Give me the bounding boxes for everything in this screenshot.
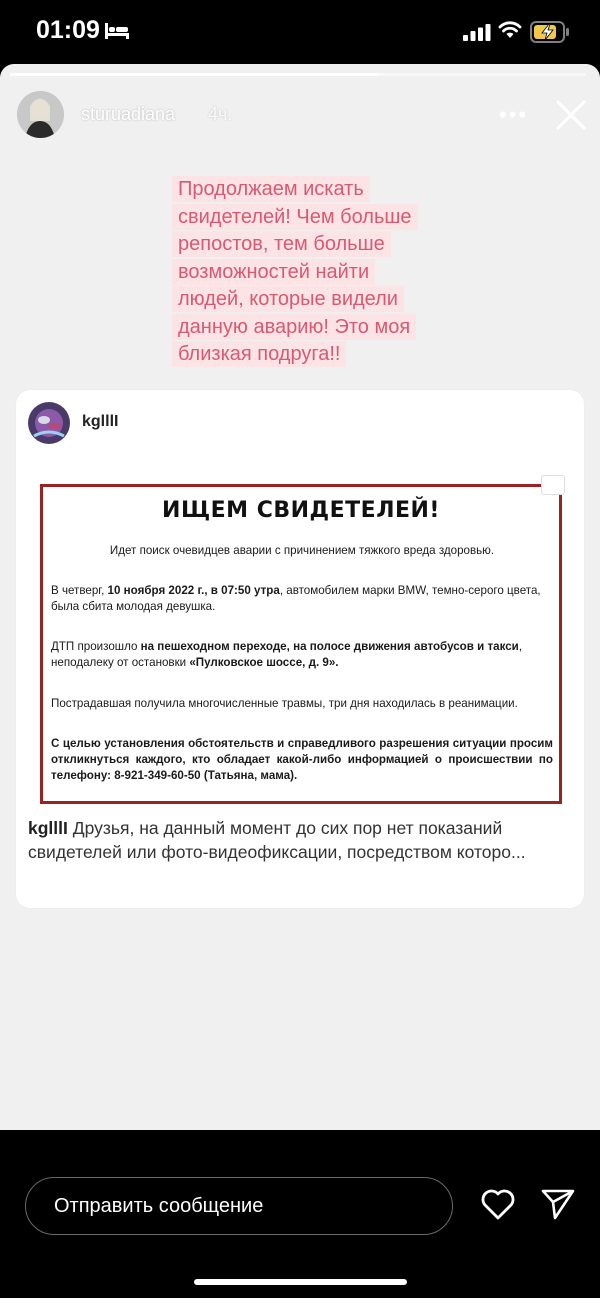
post-author-avatar[interactable] xyxy=(28,402,70,444)
story-author-username[interactable]: sturuadiana xyxy=(81,104,176,124)
reply-bar xyxy=(0,1130,600,1298)
signal-icon xyxy=(463,24,491,41)
status-bar xyxy=(0,0,600,62)
notice-paragraph-injuries: Пострадавшая получила многочисленные травмы, три дня находилась в реанимации. xyxy=(51,697,518,710)
notice-paragraph-location: ДТП произошло на пешеходном переходе, на полосе движения автобусов и такси, неподалеку от остановки «Пулковское шоссе, д. 9». xyxy=(51,640,523,669)
story-progress-bar xyxy=(10,73,586,76)
story-caption-line: репостов, тем больше xyxy=(172,231,391,257)
wanted-witnesses-notice xyxy=(40,484,562,804)
heart-icon[interactable] xyxy=(480,1188,516,1220)
story-author-avatar[interactable] xyxy=(17,91,64,138)
post-author-username[interactable]: kglllI xyxy=(82,413,119,430)
battery-charging-icon xyxy=(530,21,570,43)
story-caption xyxy=(172,176,436,369)
story-caption-line: возможностей найти xyxy=(172,259,375,285)
story-time-ago: 4ч. xyxy=(208,104,233,124)
notice-paragraph-date: В четверг, 10 ноября 2022 г., в 07:50 утра, автомобилем марки BMW, темно-серого цвета, была сбита молодая девушка. xyxy=(51,584,541,613)
notice-title: ИЩЕМ СВИДЕТЕЛЕЙ! xyxy=(162,498,440,523)
post-caption-text-2: свидетелей или фото-видеофиксации, посредством которо... xyxy=(28,842,526,862)
story-caption-line: людей, которые видели xyxy=(172,286,404,312)
story-progress-fill xyxy=(10,73,379,76)
shared-post-card[interactable] xyxy=(16,390,584,908)
post-caption-text: Друзья, на данный момент до сих пор нет показаний xyxy=(67,818,503,838)
send-message-input[interactable] xyxy=(25,1177,453,1235)
story-caption-line: данную аварию! Это моя xyxy=(172,314,416,340)
bed-icon xyxy=(104,22,130,40)
notice-intro: Идет поиск очевидцев аварии с причинением тяжкого вреда здоровью. xyxy=(109,544,495,557)
story-view[interactable] xyxy=(0,64,600,1130)
wifi-icon xyxy=(498,21,522,39)
post-caption xyxy=(28,816,576,864)
story-caption-line: Продолжаем искать xyxy=(172,176,370,202)
notice-paragraph-contact: С целью установления обстоятельств и справедливого разрешения ситуации просим откликнуться каждого, кто обладает какой-либо информацией о происшествии по телефону: 8-921-349-60-50 (Татьяна, мама). xyxy=(51,737,553,782)
send-message-placeholder: Отправить сообщение xyxy=(54,1195,264,1217)
send-icon[interactable] xyxy=(541,1188,575,1220)
story-caption-line: свидетелей! Чем больше xyxy=(172,204,418,230)
home-indicator[interactable] xyxy=(194,1279,407,1285)
status-time: 01:09 xyxy=(36,16,100,44)
close-icon[interactable] xyxy=(555,99,587,131)
story-caption-line: близкая подруга!! xyxy=(172,341,346,367)
post-caption-username: kglllI xyxy=(28,818,68,838)
image-corner-icon xyxy=(541,475,565,495)
more-options-icon[interactable]: ••• xyxy=(499,102,529,127)
